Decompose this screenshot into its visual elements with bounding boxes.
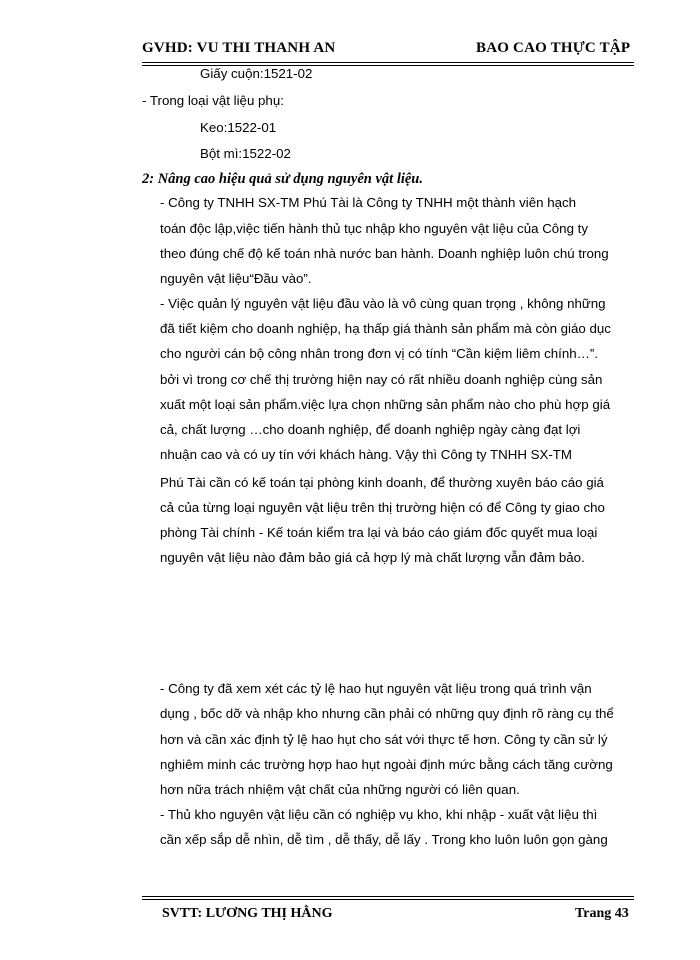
paragraph-line: cho người cán bộ công nhân trong đơn vị có tính “Cần kiệm liêm chính…”. (160, 346, 599, 361)
header-instructor: GVHD: VU THI THANH AN (142, 40, 336, 56)
list-item-giay-cuon: Giấy cuộn:1521-02 (200, 66, 313, 81)
section-heading: 2: Nâng cao hiệu quả sử dụng nguyên vật liệu. (142, 171, 424, 187)
paragraph-line: - Công ty đã xem xét các tỷ lệ hao hụt nguyên vật liệu trong quá trình vận (160, 681, 592, 696)
paragraph-line: - Việc quản lý nguyên vật liệu đầu vào là vô cùng quan trọng , không những (160, 296, 606, 311)
paragraph-line: dụng , bốc dỡ và nhập kho nhưng cần phải có những quy định rõ ràng cụ thể (160, 706, 614, 721)
paragraph-line: cả của từng loại nguyên vật liệu trên thị trường hiện có để Công ty giao cho (160, 500, 605, 515)
paragraph-line: bởi vì trong cơ chế thị trường hiện nay có rất nhiều doanh nghiệp cùng sản (160, 372, 603, 387)
footer-page-number: Trang 43 (575, 906, 629, 921)
paragraph-line: nguyên vật liệu“Đầu vào”. (160, 271, 312, 286)
header-report-title: BAO CAO THỰC TẬP (476, 40, 631, 56)
paragraph-line: hơn nữa trách nhiệm vật chất của những người có liên quan. (160, 782, 520, 797)
paragraph-line: xuất một loại sản phẩm.việc lựa chọn những sản phẩm nào cho phù hợp giá (160, 397, 611, 412)
list-item-bot-mi: Bột mì:1522-02 (200, 146, 291, 161)
header-rule-top (142, 62, 634, 63)
paragraph-line: hơn và cần xác định tỷ lệ hao hụt cho sát với thực tế hơn. Công ty cần sử lý (160, 732, 608, 747)
paragraph-line: - Thủ kho nguyên vật liệu cần có nghiệp vụ kho, khi nhập - xuất vật liệu thì (160, 807, 598, 822)
paragraph-line: theo đúng chế độ kế toán nhà nước ban hành. Doanh nghiệp luôn chú trong (160, 246, 609, 261)
paragraph-line: toán độc lập,việc tiến hành thủ tục nhập kho nguyên vật liệu của Công ty (160, 221, 589, 236)
footer-student-name: SVTT: LƯƠNG THỊ HẰNG (162, 906, 333, 921)
paragraph-line: phòng Tài chính - Kế toán kiểm tra lại và báo cáo giám đốc quyết mua loại (160, 525, 598, 540)
paragraph-line: nguyên vật liệu nào đảm bảo giá cả hợp lý mà chất lượng vẫn đảm bảo. (160, 550, 585, 565)
footer-rule-bottom (142, 899, 634, 900)
footer-rule-top (142, 896, 634, 897)
paragraph-line: - Công ty TNHH SX-TM Phú Tài là Công ty TNHH một thành viên hạch (160, 195, 577, 210)
list-subheading-vat-lieu-phu: - Trong loại vật liệu phụ: (142, 93, 284, 108)
paragraph-line: nghiêm minh các trường hợp hao hụt ngoài định mức bằng cách tăng cường (160, 757, 613, 772)
paragraph-line: đã tiết kiệm cho doanh nghiệp, hạ thấp giá thành sản phẩm mà còn giáo dục (160, 321, 611, 336)
list-item-keo: Keo:1522-01 (200, 120, 277, 135)
paragraph-line: nhuận cao và có uy tín với khách hàng. Vậy thì Công ty TNHH SX-TM (160, 447, 573, 462)
paragraph-line: cả, chất lượng …cho doanh nghiệp, để doanh nghiệp ngày càng đạt lợi (160, 422, 581, 437)
paragraph-line: Phú Tài cần có kế toán tại phòng kinh doanh, để thường xuyên báo cáo giá (160, 475, 604, 490)
paragraph-line: cần xếp sắp dễ nhìn, dễ tìm , dễ thấy, dễ lấy . Trong kho luôn luôn gọn gàng (160, 832, 608, 847)
